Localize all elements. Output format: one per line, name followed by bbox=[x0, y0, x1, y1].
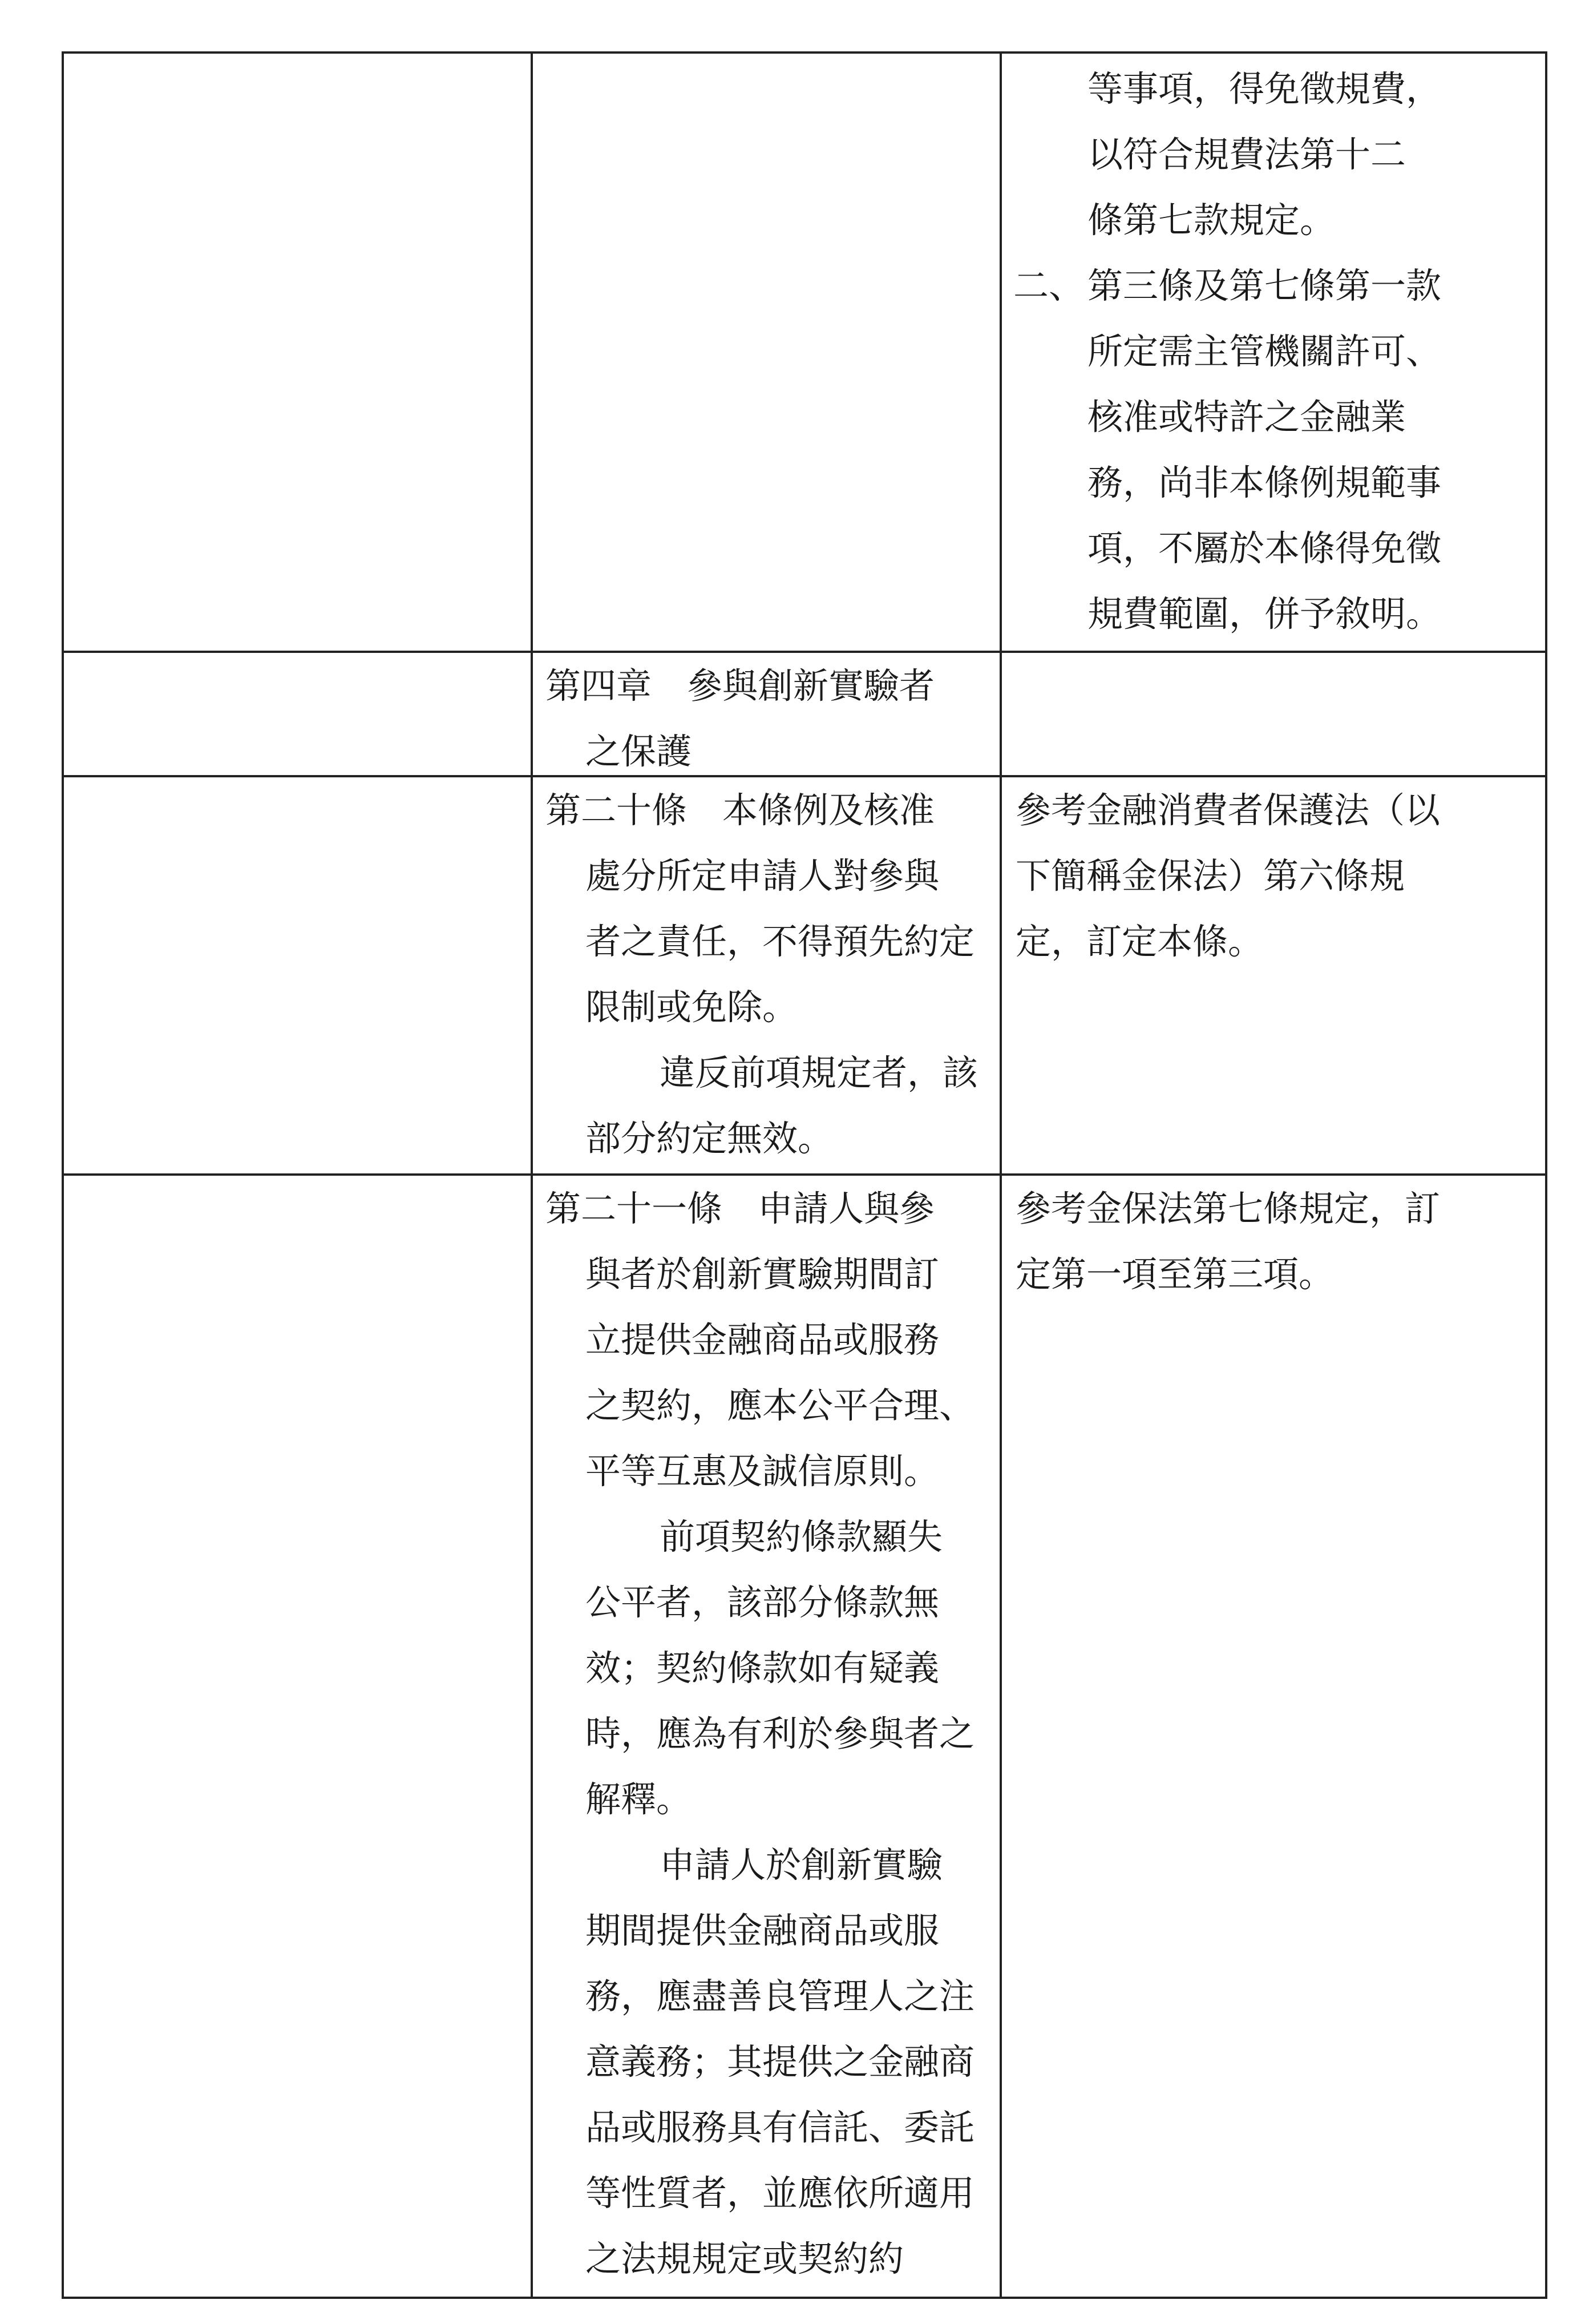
explanation-line: 等事項，得免徵規費， bbox=[1087, 68, 1442, 110]
article-line: 限制或免除。 bbox=[585, 986, 798, 1028]
document-table bbox=[62, 51, 1547, 2299]
article-20-cell bbox=[542, 777, 998, 1171]
article-line: 違反前項規定者，該 bbox=[660, 1052, 979, 1094]
explanation-line: 務，尚非本條例規範事 bbox=[1087, 462, 1442, 503]
article-line: 申請人於創新實驗 bbox=[660, 1844, 943, 1886]
explanation-line: 下簡稱金保法）第六條規 bbox=[1016, 855, 1405, 897]
explanation-line: 項，不屬於本條得免徵 bbox=[1087, 527, 1442, 569]
explanation-line: 規費範圍，併予敘明。 bbox=[1087, 593, 1442, 635]
explanation-line: 以符合規費法第十二 bbox=[1087, 134, 1406, 175]
article-line: 部分約定無效。 bbox=[585, 1117, 834, 1159]
column-divider bbox=[531, 54, 533, 2297]
chapter-heading: 第四章 參與創新實驗者 bbox=[545, 665, 935, 707]
article-21-cell bbox=[542, 1176, 998, 2291]
article-line: 第二十條 本條例及核准 bbox=[545, 789, 935, 831]
article-line: 前項契約條款顯失 bbox=[660, 1516, 943, 1558]
article-line: 等性質者，並應依所適用 bbox=[585, 2172, 975, 2214]
explanation-line: 第三條及第七條第一款 bbox=[1087, 265, 1442, 306]
article-line: 效；契約條款如有疑義 bbox=[585, 1647, 940, 1689]
article-line: 品或服務具有信託、委託 bbox=[585, 2107, 975, 2148]
explanation-line: 定，訂定本條。 bbox=[1016, 921, 1264, 962]
explanation-line: 參考金保法第七條規定，訂 bbox=[1016, 1188, 1441, 1229]
explanation-line: 所定需主管機關許可、 bbox=[1087, 330, 1442, 372]
explanation-line: 核准或特許之金融業 bbox=[1087, 396, 1406, 438]
article-line: 之契約，應本公平合理、 bbox=[585, 1385, 975, 1426]
column-divider bbox=[1000, 54, 1002, 2297]
article-line: 第二十一條 申請人與參 bbox=[545, 1188, 935, 1229]
chapter-heading-cell bbox=[542, 653, 998, 784]
article-20-explanation-cell bbox=[1011, 777, 1536, 974]
article-line: 處分所定申請人對參與 bbox=[585, 855, 940, 897]
article-line: 者之責任，不得預先約定 bbox=[585, 921, 975, 962]
article-line: 務，應盡善良管理人之注 bbox=[585, 1975, 975, 2017]
article-line: 平等互惠及誠信原則。 bbox=[585, 1450, 940, 1492]
chapter-heading: 之保護 bbox=[585, 731, 692, 772]
explanation-line: 定第一項至第三項。 bbox=[1016, 1253, 1335, 1295]
article-line: 之法規規定或契約約 bbox=[585, 2238, 904, 2279]
article-21-explanation-cell bbox=[1011, 1176, 1536, 1307]
article-line: 期間提供金融商品或服 bbox=[585, 1910, 940, 1951]
article-line: 公平者，該部分條款無 bbox=[585, 1581, 940, 1623]
list-marker: 二、 bbox=[1013, 265, 1085, 306]
row1-explanation-cell bbox=[1011, 54, 1536, 647]
article-line: 意義務；其提供之金融商 bbox=[585, 2041, 975, 2083]
article-line: 時，應為有利於參與者之 bbox=[585, 1713, 975, 1754]
explanation-line: 參考金融消費者保護法（以 bbox=[1016, 789, 1441, 831]
explanation-line: 條第七款規定。 bbox=[1087, 199, 1336, 241]
article-line: 與者於創新實驗期間訂 bbox=[585, 1253, 940, 1295]
article-line: 解釋。 bbox=[585, 1778, 692, 1820]
article-line: 立提供金融商品或服務 bbox=[585, 1319, 940, 1361]
